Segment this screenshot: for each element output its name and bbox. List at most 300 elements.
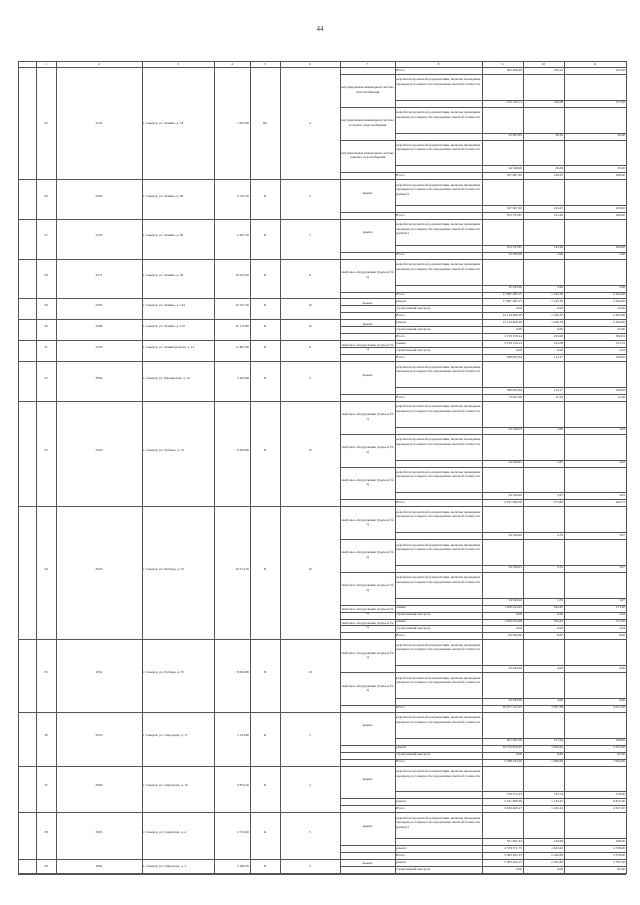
address: г. Северск, ул. Ленина, д. 82 xyxy=(143,193,184,198)
area: 10 135,80 xyxy=(235,324,249,329)
value-rule xyxy=(395,285,626,286)
value-c11: 169,00 xyxy=(615,838,625,843)
total-c11: 8,00 xyxy=(619,632,625,637)
work-type: крыша xyxy=(362,723,373,728)
value-c11: 4,34 xyxy=(619,625,625,630)
value-c9: 215 145,71 xyxy=(506,100,522,105)
row-rule xyxy=(340,672,626,673)
address: г. Северск, ул. Ленина, д. 122 xyxy=(143,303,186,308)
block-rule xyxy=(18,712,626,713)
area: 2 870,30 xyxy=(237,783,249,788)
work-type: лифтовое оборудование (подъезд № 5) xyxy=(341,620,394,630)
area: 2 466,30 xyxy=(237,864,249,869)
total-c11: 2 442,00 xyxy=(613,292,625,296)
floors: 5 xyxy=(309,193,311,198)
value-c9: 24 549,02 xyxy=(508,492,522,497)
value-c9: 0,00 xyxy=(516,305,522,310)
work-description: разработка проектной документации, включая проведение проверки достоверности определения сметной стоимости (ремонт) xyxy=(396,222,481,236)
row-rule xyxy=(340,572,626,573)
material: Пр xyxy=(262,121,268,126)
floors: 10 xyxy=(308,670,312,675)
row-rule xyxy=(340,140,626,141)
work-description: ремонт xyxy=(396,845,407,850)
floors: 10 xyxy=(308,324,312,329)
area: 2 467,50 xyxy=(237,233,249,238)
total-c8: Итого xyxy=(396,333,405,338)
value-rule xyxy=(395,745,626,746)
material: К xyxy=(263,233,267,238)
work-type: лифтовое оборудование (подъезд № 3) xyxy=(341,477,394,487)
value-rule xyxy=(395,838,626,839)
area: 2 513,90 xyxy=(237,830,249,835)
house-id: 6193 xyxy=(95,345,103,350)
header-cell-5: 5 xyxy=(264,61,266,66)
value-c11: 213,20 xyxy=(615,619,625,623)
row-number: 25 xyxy=(44,121,48,126)
value-c11: 4,83 xyxy=(619,427,625,432)
value-c10: 26,36 xyxy=(555,133,563,138)
floors: 5 xyxy=(309,375,311,380)
material: К xyxy=(263,733,267,738)
value-rule xyxy=(395,619,626,620)
work-description: разработка проектной документации, включая проведение проверки достоверности определения сметной стоимости xyxy=(396,642,481,652)
value-c11: 4,34 xyxy=(619,612,625,617)
row-number: 28 xyxy=(44,273,48,278)
house-id: 633а xyxy=(95,670,103,675)
column-border xyxy=(36,61,37,874)
total-c9: 2 929 469,17 xyxy=(504,805,522,810)
value-c10: 3,67 xyxy=(557,460,563,465)
value-rule xyxy=(395,738,626,739)
address: г. Северск, ул. Свердлова, д. 19 xyxy=(143,783,188,788)
work-description: ремонт xyxy=(396,298,407,303)
value-c9: 2 578 371,75 xyxy=(504,845,522,850)
floors: 4 xyxy=(309,121,311,126)
value-rule xyxy=(395,427,626,428)
material: К xyxy=(263,375,267,380)
value-c11: 169,00 xyxy=(615,205,625,210)
total-c10: 1 145,30 xyxy=(551,292,563,296)
total-c8: Итого xyxy=(396,852,405,857)
total-c8: Итого xyxy=(396,312,405,317)
total-c10: 114,17 xyxy=(553,354,563,359)
house-id: 6330 xyxy=(95,567,103,572)
value-c11: 6 815,00 xyxy=(613,798,625,803)
total-c9: 302 496,46 xyxy=(506,67,522,72)
work-description: разработка проектной документации, включая проведение проверки достоверности определения сметной стоимости xyxy=(396,470,481,479)
area: 3 493,48 xyxy=(237,375,249,380)
total-c11: 5 376,00 xyxy=(613,852,625,857)
value-c9: 0,00 xyxy=(516,347,522,352)
value-c11: 3,07 xyxy=(619,598,625,603)
total-c11: 2 402,00 xyxy=(613,312,625,317)
total-c8: Итого xyxy=(396,632,405,637)
total-c9: 398 835,64 xyxy=(506,354,522,359)
value-c11: 169,00 xyxy=(615,738,625,743)
work-description: ремонт xyxy=(396,859,407,864)
work-description: разработка проектной документации, включая проведение проверки достоверности определения сметной стоимости xyxy=(396,142,481,152)
total-c9: 2 158 159,14 xyxy=(504,333,522,338)
total-c8: Итого xyxy=(396,252,405,257)
value-c10: 0,00 xyxy=(557,625,563,630)
work-description: строительный контроль xyxy=(396,866,431,871)
value-c9: 376 573,23 xyxy=(506,791,522,796)
value-c11: 4,00 xyxy=(619,665,625,670)
total-c11: 2,96 xyxy=(619,252,625,257)
value-c10: 26,69 xyxy=(555,165,563,170)
work-description: ремонт xyxy=(396,319,407,324)
value-c9: 24 549,02 xyxy=(508,427,522,432)
value-c11: 3,07 xyxy=(619,532,625,537)
address: г. Северск, ул. Пионерская, д. 14 xyxy=(143,375,190,380)
block-rule xyxy=(18,873,626,874)
value-rule xyxy=(395,492,626,493)
work-description: разработка проектной документации, включая проведение проверки достоверности определения сметной стоимости xyxy=(396,437,481,446)
total-c8: Итого xyxy=(396,292,405,296)
value-rule xyxy=(395,165,626,166)
total-c9: 5 568 233,26 xyxy=(504,759,522,764)
material: К xyxy=(263,303,267,308)
value-c10: 184,45 xyxy=(553,605,563,610)
total-c8: Итого xyxy=(396,805,405,810)
house-id: 6304 xyxy=(95,375,103,380)
total-c11: 169,00 xyxy=(615,212,625,217)
total-c10: 193,08 xyxy=(553,333,563,338)
value-c9: 12 119 409,28 xyxy=(502,319,522,324)
work-description: разработка проектной документации, включая проведение проверки достоверности определения сметной стоимости (ремонт) xyxy=(396,182,481,196)
row-number: 31 xyxy=(44,345,48,350)
value-c9: 32 283,00 xyxy=(508,698,522,703)
value-rule xyxy=(395,133,626,134)
value-c9: 0,00 xyxy=(516,612,522,617)
value-c9: 24 549,02 xyxy=(508,532,522,537)
work-type: лифтовое оборудование (подъезд № 5) xyxy=(341,270,394,279)
work-description: ремонт xyxy=(396,798,407,803)
value-c11: 279,00 xyxy=(615,791,625,796)
row-number: 34 xyxy=(44,567,48,572)
total-c10: 3 397,38 xyxy=(551,705,563,710)
total-c9: 5 383 403,15 xyxy=(504,852,522,857)
value-c10: 0,00 xyxy=(557,305,563,310)
total-c8: Итого xyxy=(396,759,405,764)
column-border xyxy=(214,61,215,874)
row-number: 26 xyxy=(44,193,48,198)
value-c9: 24 549,01 xyxy=(508,565,522,570)
value-c11: 4 353,00 xyxy=(613,745,625,750)
area: 11 867,60 xyxy=(235,345,249,350)
material: К xyxy=(263,830,267,835)
work-type: крыша xyxy=(362,372,373,377)
work-description: разработка проектной документации, включая проведение проверки достоверности определения сметной стоимости xyxy=(396,509,481,519)
work-type: крыша xyxy=(362,321,373,326)
value-c11: 4 338,00 xyxy=(613,845,625,850)
area: 10 923,45 xyxy=(235,273,249,278)
value-rule xyxy=(395,752,626,753)
value-c10: 139,66 xyxy=(553,838,563,843)
floors: 5 xyxy=(309,233,311,238)
address: г. Северск, ул. Свердлова, д. 4 xyxy=(143,830,187,835)
total-c11: 446,75 xyxy=(615,499,625,504)
value-c10: 143,26 xyxy=(553,245,563,250)
work-description: разработка проектной документации, включая проведение проверки достоверности определения сметной стоимости xyxy=(396,77,481,86)
work-type: крыша xyxy=(362,230,373,235)
address: г. Северск, ул. Победы, д. 33 xyxy=(143,567,184,572)
value-c10: 0,00 xyxy=(557,612,563,617)
value-c10: 4,00 xyxy=(557,698,563,703)
value-c10: 127,64 xyxy=(553,738,563,743)
block-rule xyxy=(18,401,626,402)
total-c11: 4 507,00 xyxy=(613,805,625,810)
house-id: 6186 xyxy=(95,324,103,329)
value-c10: 0,00 xyxy=(557,347,563,352)
floors: 9 xyxy=(309,345,311,350)
column-border xyxy=(18,61,19,874)
total-c10: 11,02 xyxy=(555,394,563,399)
address: г. Северск, ул. Ленина, д. 132 xyxy=(143,324,186,329)
value-c10: 2,33 xyxy=(557,565,563,570)
row-number: 32 xyxy=(44,375,48,380)
block-rule xyxy=(18,506,626,507)
row-number: 30 xyxy=(44,324,48,329)
total-c10: 373,84 xyxy=(553,499,563,504)
work-type: крыша xyxy=(362,190,373,195)
row-number: 37 xyxy=(44,783,48,788)
value-c11: 3 797,00 xyxy=(613,859,625,864)
house-id: 6363 xyxy=(95,830,103,835)
block-rule xyxy=(18,259,626,260)
area: 10 514,70 xyxy=(235,567,249,572)
floors: 9 xyxy=(309,273,311,278)
total-c10: 2,96 xyxy=(557,252,563,257)
block-rule xyxy=(18,766,626,767)
value-c10: 3 269,63 xyxy=(551,745,563,750)
value-rule xyxy=(395,326,626,327)
material: К xyxy=(263,324,267,329)
area: 1 653,96 xyxy=(237,121,249,126)
value-c10: 0,00 xyxy=(557,866,563,871)
column-border xyxy=(250,61,251,874)
value-rule xyxy=(395,100,626,101)
block-rule xyxy=(18,812,626,813)
work-description: разработка проектной документации, включая проведение проверки достоверности определения сметной стоимости xyxy=(396,364,481,374)
value-rule xyxy=(395,866,626,867)
value-c9: 24 549,02 xyxy=(508,598,522,603)
value-c10: 4,00 xyxy=(557,665,563,670)
work-type: лифтовое оборудование (подъезд № 1) xyxy=(341,412,394,421)
value-c11: 52,00 xyxy=(617,305,625,310)
value-c9: 351 097,42 xyxy=(506,838,522,843)
row-number: 27 xyxy=(44,233,48,238)
value-rule xyxy=(395,665,626,666)
value-c11: 2,96 xyxy=(619,285,625,290)
total-c10: 1 366,99 xyxy=(551,759,563,764)
address: г. Северск, ул. Свердлова, д. 17 xyxy=(143,733,188,738)
address: г. Северск, ул. Победы, д. 13 xyxy=(143,448,184,453)
material: К xyxy=(263,864,267,869)
row-rule xyxy=(340,107,626,108)
house-id: 6171 xyxy=(95,273,103,278)
value-c9: 1 929 024,66 xyxy=(504,619,522,623)
page-number: 44 xyxy=(316,25,324,33)
value-c10: 130,08 xyxy=(553,100,563,105)
value-rule xyxy=(395,605,626,606)
work-type: крыша xyxy=(362,777,373,782)
value-rule xyxy=(395,598,626,599)
material: П xyxy=(263,448,267,453)
work-type: лифтовое оборудование (подъезд № 1) xyxy=(341,517,394,527)
column-border xyxy=(56,61,57,874)
value-c9: 24 549,01 xyxy=(508,460,522,465)
value-c9: 0,00 xyxy=(516,625,522,630)
value-c9: 32 283,00 xyxy=(508,665,522,670)
total-c9: 73 647,06 xyxy=(508,394,522,399)
value-c9: 1 929 024,65 xyxy=(504,605,522,610)
header-cell-3: 3 xyxy=(177,61,179,66)
header-cell-8: 8 xyxy=(437,61,440,66)
value-rule xyxy=(395,319,626,320)
value-rule xyxy=(395,845,626,846)
address: г. Северск, ул. Ленинградская, д. 12 xyxy=(143,345,195,350)
value-c11: 169,00 xyxy=(615,387,625,392)
value-c10: 133,74 xyxy=(553,791,563,796)
total-c9: 10 671 122,25 xyxy=(502,705,522,710)
total-c10: 2 182,84 xyxy=(551,852,563,857)
work-type: крыша xyxy=(362,823,373,828)
value-c11: 52,00 xyxy=(617,326,625,331)
floors: 10 xyxy=(308,303,312,308)
value-c9: 401 263,20 xyxy=(506,738,522,743)
total-c9: 12 119 409,28 xyxy=(502,312,522,317)
house-id: 6360 xyxy=(95,783,103,788)
total-c10: 1 165,24 xyxy=(551,805,563,810)
material: К xyxy=(263,273,267,278)
value-c11: 323,34 xyxy=(615,340,625,345)
value-c10: 0,00 xyxy=(557,326,563,331)
value-c9: 0,00 xyxy=(516,866,522,871)
area: 2 535,10 xyxy=(237,193,249,198)
house-id: 6359 xyxy=(95,733,103,738)
value-rule xyxy=(395,859,626,860)
material: П xyxy=(263,567,267,572)
block-rule xyxy=(18,219,626,220)
work-type: внутридомовая инженерная система холодного водоснабжения xyxy=(341,118,394,127)
value-c9: 327 667,92 xyxy=(506,205,522,210)
total-c10: 183,14 xyxy=(553,67,563,72)
value-rule xyxy=(395,698,626,699)
row-number: 36 xyxy=(44,733,48,738)
total-c8: Итого xyxy=(396,394,405,399)
value-c10: 2,33 xyxy=(557,532,563,537)
value-rule xyxy=(395,205,626,206)
value-rule xyxy=(395,245,626,246)
value-rule xyxy=(395,305,626,306)
header-cell-9: 9 xyxy=(501,61,504,66)
value-c11: 4,00 xyxy=(619,698,625,703)
block-rule xyxy=(18,361,626,362)
value-c9: 5 383 403,15 xyxy=(504,859,522,864)
value-rule xyxy=(395,347,626,348)
value-c11: 29,00 xyxy=(617,133,625,138)
value-c9: 32 283,00 xyxy=(508,285,522,290)
work-description: разработка проектной документации, включая проведение проверки достоверности определения сметной стоимости xyxy=(396,715,481,724)
row-number: 33 xyxy=(44,448,48,453)
table-bottom xyxy=(18,874,626,875)
value-rule xyxy=(395,612,626,613)
total-c9: 64 562,00 xyxy=(508,632,522,637)
work-description: строительный контроль xyxy=(396,612,431,617)
floors: 5 xyxy=(309,864,311,869)
value-c11: 2 440,00 xyxy=(613,319,625,324)
total-c11: 7 094,00 xyxy=(613,759,625,764)
work-description: строительный контроль xyxy=(396,752,431,757)
header-cell-1: 1 xyxy=(45,61,47,66)
value-c11: 169,00 xyxy=(615,245,625,250)
work-description: разработка проектной документации, включая проведение проверки достоверности определения сметной стоимости xyxy=(396,575,481,584)
value-c9: 43 603,85 xyxy=(508,133,522,138)
work-type: внутридомовая инженерная система горячего водоснабжения xyxy=(341,150,394,160)
address: г. Северск, ул. Победы, д. 33 xyxy=(143,670,184,675)
block-rule xyxy=(18,639,626,640)
document-table xyxy=(18,61,626,874)
header-cell-4: 4 xyxy=(231,61,233,66)
total-c10: 8,00 xyxy=(557,632,563,637)
value-rule xyxy=(395,565,626,566)
value-c10: 1 236,18 xyxy=(551,319,563,324)
work-type: крыша xyxy=(362,300,373,305)
row-rule xyxy=(340,74,626,75)
value-c9: 11 667 485,15 xyxy=(502,298,522,303)
area: 6 684,90 xyxy=(237,448,249,453)
total-c8: Итого xyxy=(396,705,405,710)
value-c10: 1 145,30 xyxy=(551,298,563,303)
work-description: строительный контроль xyxy=(396,347,431,352)
value-c9: 5 191 660,06 xyxy=(504,798,522,803)
column-border xyxy=(142,61,143,874)
total-c9: 32 283,00 xyxy=(508,252,522,257)
total-c11: 169,00 xyxy=(615,354,625,359)
house-id: 6145 xyxy=(95,121,103,126)
value-c11: 2 440,00 xyxy=(613,298,625,303)
value-c10: 114,17 xyxy=(553,387,563,392)
floors: 5 xyxy=(309,830,311,835)
row-number: 38 xyxy=(44,830,48,835)
work-description: разработка проектной документации, включая проведение проверки достоверности определения сметной стоимости xyxy=(396,404,481,413)
value-c10: 3,65 xyxy=(557,427,563,432)
house-id: 6163 xyxy=(95,233,103,238)
work-description: разработка проектной документации, включая проведение проверки достоверности определения сметной стоимости xyxy=(396,110,481,119)
row-number: 29 xyxy=(44,303,48,308)
value-rule xyxy=(395,460,626,461)
value-c10: 1 133,25 xyxy=(551,798,563,803)
total-c11: 396,81 xyxy=(615,333,625,338)
value-c11: 213,20 xyxy=(615,605,625,610)
value-c11: 82,00 xyxy=(617,866,625,871)
house-id: 6162 xyxy=(95,193,103,198)
total-c8: Итого xyxy=(396,499,405,504)
total-c9: 353 533,87 xyxy=(506,212,522,217)
value-c11: 3,07 xyxy=(619,565,625,570)
material: П xyxy=(263,670,267,675)
row-rule xyxy=(340,434,626,435)
floors: 5 xyxy=(309,733,311,738)
address: г. Северск, ул. Свердлова, д. 3 xyxy=(143,864,187,869)
work-description: разработка проектной документации, включая проведение проверки достоверности определения сметной стоимости (ремонт) xyxy=(396,815,481,829)
header-cell-7: 7 xyxy=(366,61,369,66)
value-c11: 95,00 xyxy=(617,752,625,757)
work-type: лифтовое оборудование (подъезд № 4) xyxy=(341,607,394,616)
value-c10: 184,43 xyxy=(553,619,563,623)
total-c9: 3 931 696,36 xyxy=(504,499,522,504)
